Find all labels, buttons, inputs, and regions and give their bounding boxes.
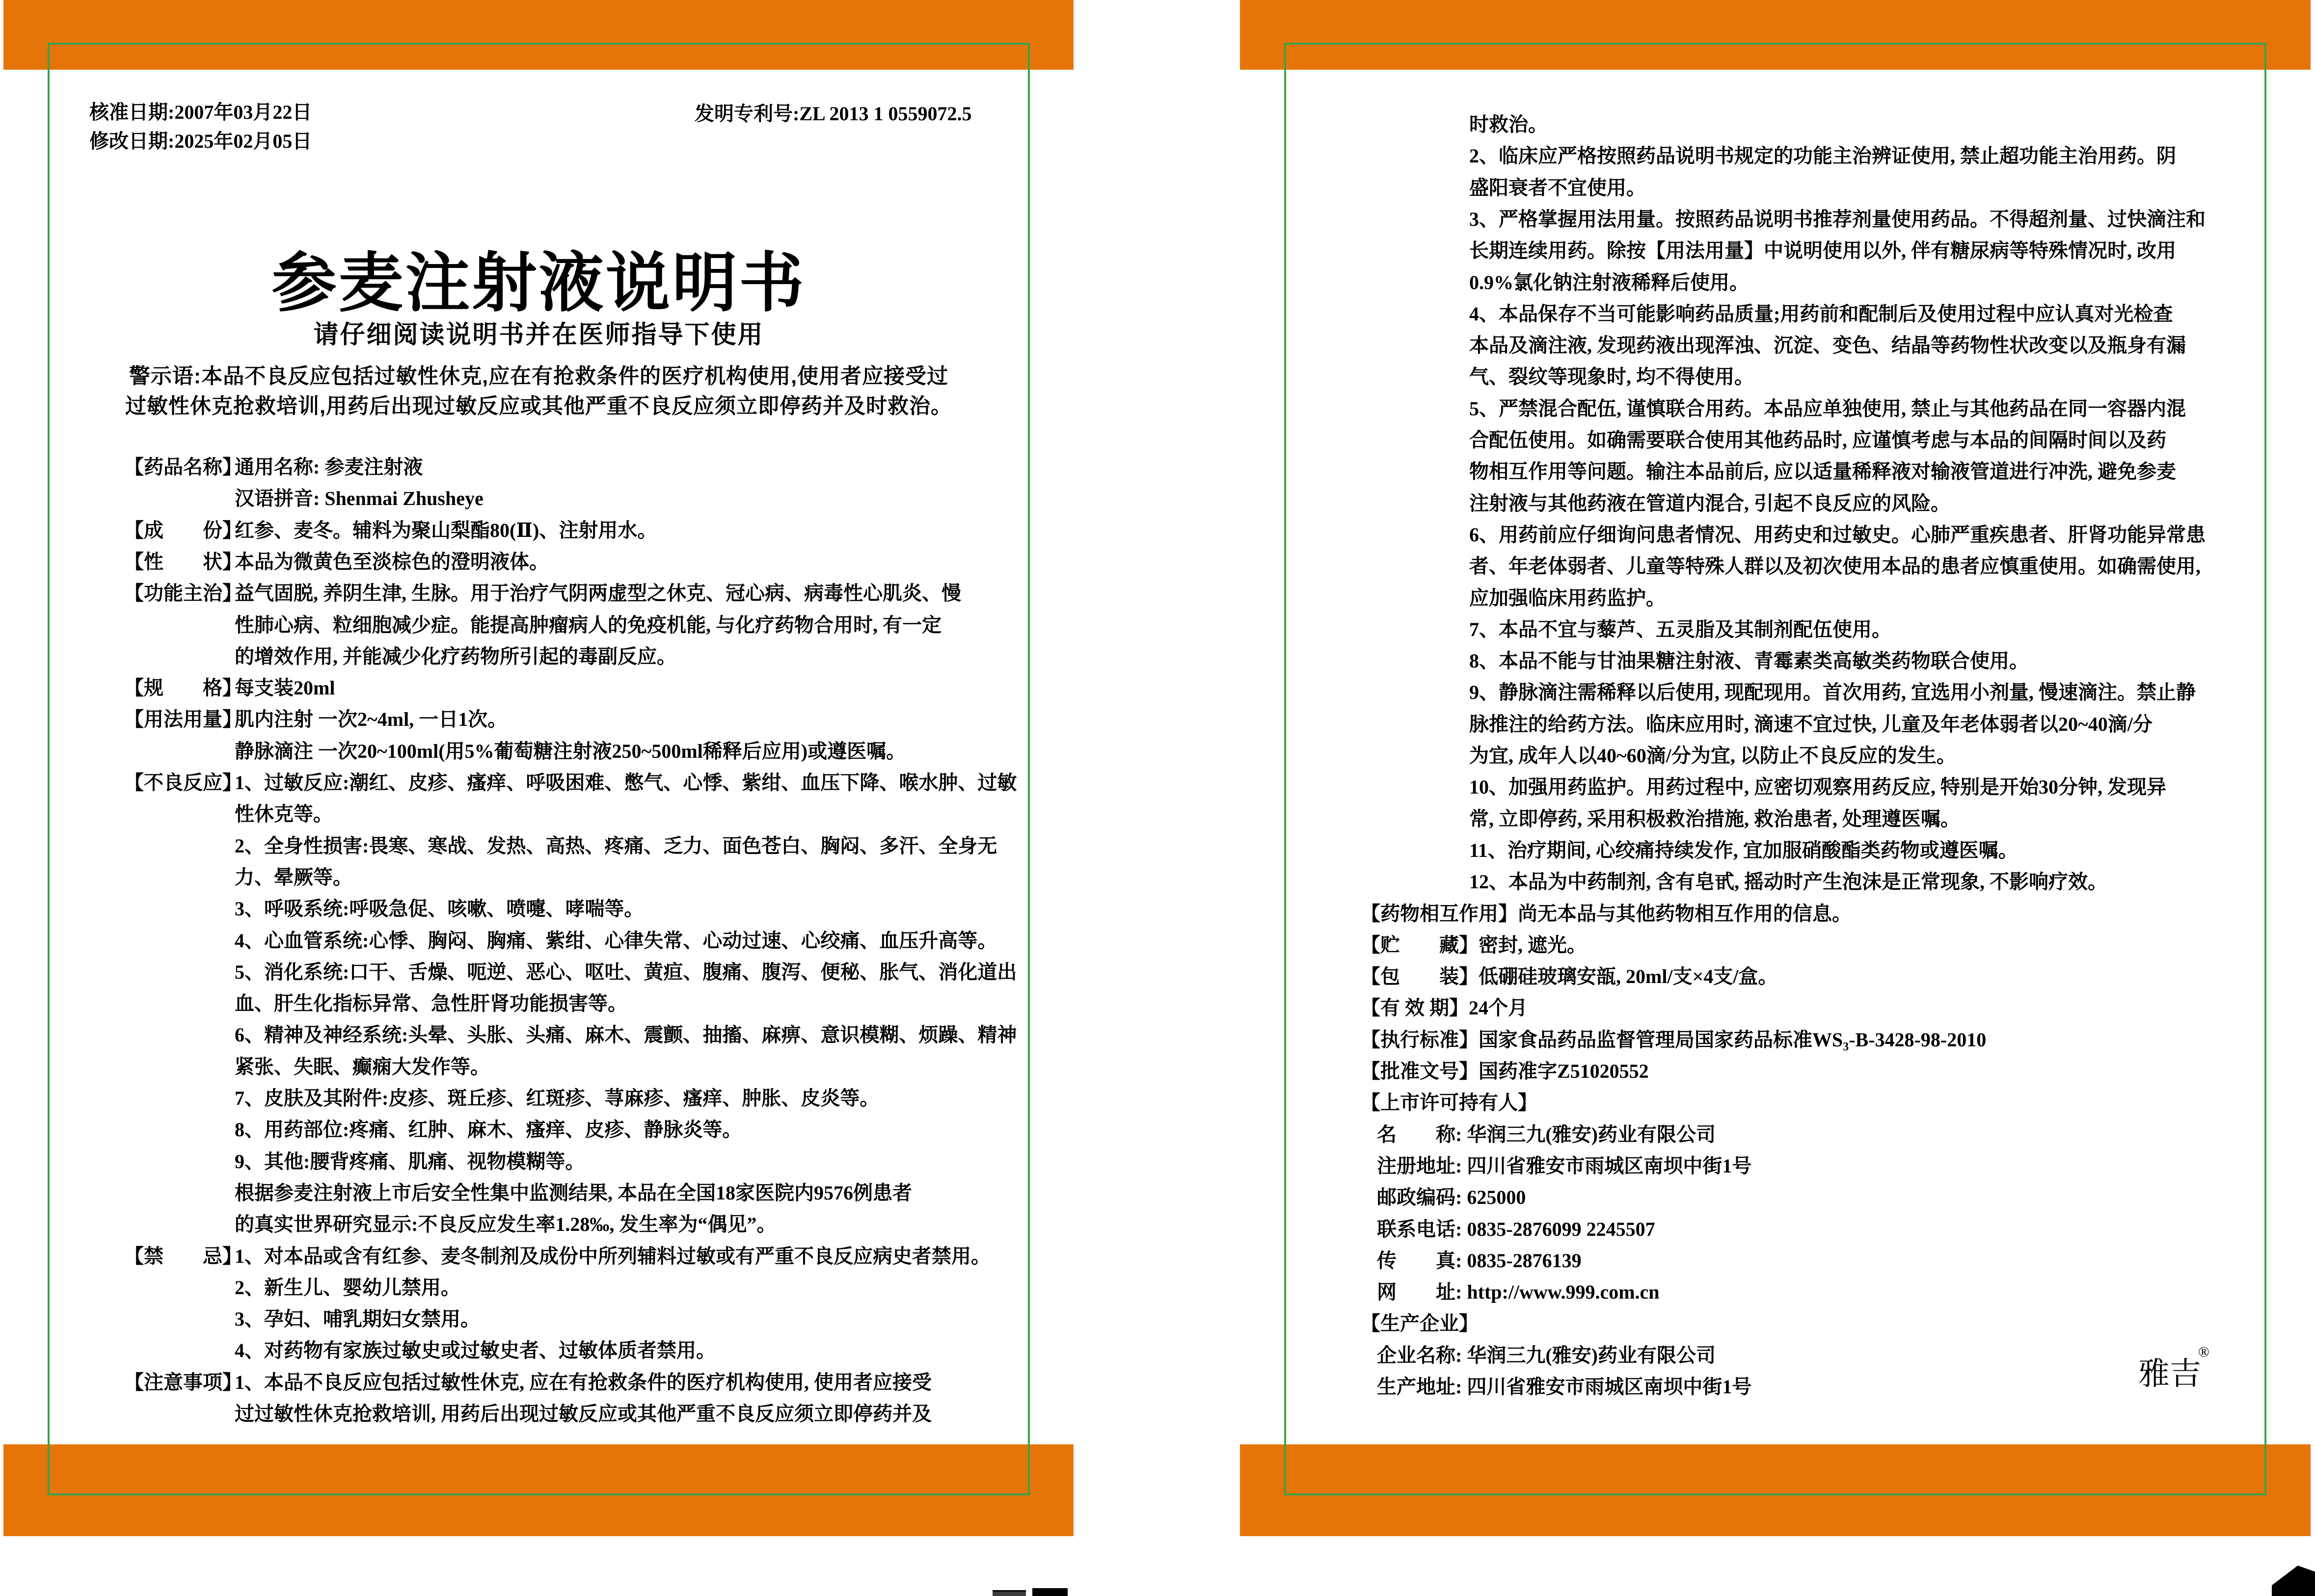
- line-text: 应加强临床用药监护。: [1469, 587, 1666, 609]
- brand-logo: 雅吉: [2138, 1357, 2201, 1391]
- line-text: 【生产企业】: [1361, 1312, 1479, 1334]
- line-text: 静脉滴注 一次20~100ml(用5%葡萄糖注射液250~500ml稀释后应用)或遵医嘱。: [235, 740, 906, 762]
- line-text: 名 称: 华润三九(雅安)药业有限公司: [1377, 1123, 1716, 1145]
- warning-line-1: 警示语:本品不良反应包括过敏性休克,应在有抢救条件的医疗机构使用,使用者应接受过: [129, 365, 949, 388]
- section-label: 【用法用量】: [124, 708, 242, 730]
- text-line: [0, 140, 2315, 166]
- text-line: [0, 488, 2315, 513]
- text-line: [0, 1277, 2315, 1302]
- text-line: [0, 235, 2315, 261]
- line-text: 1、本品不良反应包括过敏性休克, 应在有抢救条件的医疗机构使用, 使用者应接受: [235, 1371, 932, 1393]
- line-text: 根据参麦注射液上市后安全性集中监测结果, 本品在全国18家医院内9576例患者: [235, 1182, 912, 1204]
- line-text: 本品及滴注液, 发现药液出现浑浊、沉淀、变色、结晶等药物性状改变以及瓶身有漏: [1469, 334, 2186, 356]
- section-label: 【禁 忌】: [124, 1245, 242, 1267]
- line-text: 联系电话: 0835-2876099 2245507: [1377, 1218, 1655, 1240]
- document-subtitle: 请仔细阅读说明书并在医师指导下使用: [313, 320, 764, 348]
- warning-line-2: 过敏性休克抢救培训,用药后出现过敏反应或其他严重不良反应须立即停药并及时救治。: [125, 395, 952, 418]
- line-text: 2、全身性损害:畏寒、寒战、发热、高热、疼痛、乏力、面色苍白、胸闷、多汗、全身无: [235, 835, 997, 857]
- line-text: 8、用药部位:疼痛、红肿、麻木、瘙痒、皮疹、静脉炎等。: [235, 1118, 742, 1141]
- line-text: 合配伍使用。如确需要联合使用其他药品时, 应谨慎考虑与本品的间隔时间以及药: [1469, 429, 2166, 451]
- registered-trademark-icon: ®: [2198, 1344, 2209, 1360]
- document-title: 参麦注射液说明书: [271, 247, 806, 319]
- line-text: 血、肝生化指标异常、急性肝肾功能损害等。: [235, 992, 627, 1014]
- line-text: 企业名称: 华润三九(雅安)药业有限公司: [1377, 1344, 1716, 1366]
- section-label: 【不良反应】: [124, 771, 242, 794]
- text-line: [0, 645, 2315, 671]
- text-line: [0, 835, 2315, 860]
- line-text: 4、本品保存不当可能影响药品质量;用药前和配制后及使用过程中应认真对光检查: [1469, 303, 2173, 325]
- line-text: 3、严格掌握用法用量。按照药品说明书推荐剂量使用药品。不得超剂量、过快滴注和: [1469, 208, 2206, 230]
- line-text: 紧张、失眠、癫痫大发作等。: [235, 1056, 490, 1078]
- text-line: [0, 456, 2315, 481]
- text-line: [0, 1056, 2315, 1081]
- section-label: 【性 状】: [124, 551, 242, 573]
- line-text: 6、用药前应仔细询问患者情况、用药史和过敏史。心肺严重疾患者、肝肾功能异常患: [1469, 524, 2206, 546]
- text-line: [0, 330, 2315, 355]
- line-text: 2、新生儿、婴幼儿禁用。: [235, 1277, 460, 1299]
- text-line: [0, 930, 2315, 955]
- text-line: [0, 393, 2315, 419]
- text-line: [0, 425, 2315, 450]
- line-text: 9、其他:腰背疼痛、肌痛、视物模糊等。: [235, 1150, 585, 1172]
- revision-date: 修改日期:2025年02月05日: [89, 130, 312, 152]
- cutoff-mark-center-1: [993, 1590, 1026, 1596]
- approval-date: 核准日期:2007年03月22日: [89, 101, 312, 123]
- text-line: [0, 1150, 2315, 1176]
- line-text: 9、静脉滴注需稀释以后使用, 现配现用。首次用药, 宜选用小剂量, 慢速滴注。禁止静: [1469, 681, 2196, 703]
- text-line: [0, 583, 2315, 608]
- line-text: 生产地址: 四川省雅安市雨城区南坝中街1号: [1377, 1376, 1752, 1398]
- line-text: 3、孕妇、哺乳期妇女禁用。: [235, 1308, 480, 1330]
- line-text: 长期连续用药。除按【用法用量】中说明使用以外, 伴有糖尿病等特殊情况时, 改用: [1469, 239, 2176, 262]
- line-text: 本品为微黄色至淡棕色的澄明液体。: [235, 551, 549, 573]
- text-line: [0, 109, 2315, 134]
- line-text: 时救治。: [1469, 113, 1548, 135]
- text-line: [0, 551, 2315, 576]
- line-text: 【上市许可持有人】: [1361, 1091, 1537, 1114]
- line-text: 盛阳衰者不宜使用。: [1469, 177, 1646, 199]
- line-text: 【执行标准】国家食品药品监督管理局国家药品标准WS₃-B-3428-98-2010: [1361, 1029, 1987, 1051]
- text-line: [0, 1119, 2315, 1144]
- line-text: 过过敏性休克抢救培训, 用药后出现过敏反应或其他严重不良反应须立即停药并及: [235, 1403, 932, 1425]
- line-text: 汉语拼音: Shenmai Zhusheye: [235, 487, 484, 509]
- line-text: 性休克等。: [235, 803, 333, 825]
- text-line: [0, 992, 2315, 1018]
- line-text: 者、年老体弱者、儿童等特殊人群以及初次使用本品的患者应慎重使用。如确需使用,: [1469, 555, 2201, 577]
- line-text: 通用名称: 参麦注射液: [235, 456, 423, 478]
- line-text: 【批准文号】国药准字Z51020552: [1361, 1060, 1649, 1082]
- text-line: [0, 614, 2315, 639]
- cutoff-mark-center-2: [1032, 1588, 1068, 1596]
- line-text: 为宜, 成年人以40~60滴/分为宜, 以防止不良反应的发生。: [1469, 745, 1956, 767]
- text-line: [0, 267, 2315, 293]
- line-text: 4、心血管系统:心悸、胸闷、胸痛、紫绀、心律失常、心动过速、心绞痛、血压升高等。: [235, 930, 997, 952]
- line-text: 5、严禁混合配伍, 谨慎联合用药。本品应单独使用, 禁止与其他药品在同一容器内混: [1469, 398, 2186, 420]
- line-text: 的真实世界研究显示:不良反应发生率1.28‰, 发生率为“偶见”。: [235, 1213, 777, 1235]
- text-line: [0, 677, 2315, 702]
- line-text: 11、治疗期间, 心绞痛持续发作, 宜加服硝酸酯类药物或遵医嘱。: [1469, 839, 2018, 861]
- text-line: [0, 519, 2315, 545]
- line-text: 的增效作用, 并能减少化疗药物所引起的毒副反应。: [235, 645, 676, 667]
- line-text: 1、过敏反应:潮红、皮疹、瘙痒、呼吸困难、憋气、心悸、紫绀、血压下降、喉水肿、过敏: [235, 771, 1017, 794]
- text-line: [0, 709, 2315, 734]
- line-text: 红参、麦冬。辅料为聚山梨酯80(Ⅱ)、注射用水。: [235, 519, 657, 541]
- line-text: 【药物相互作用】尚无本品与其他药物相互作用的信息。: [1361, 903, 1852, 925]
- text-line: [0, 1398, 2315, 1424]
- line-text: 【贮 藏】密封, 遮光。: [1361, 934, 1587, 956]
- text-line: [0, 1308, 2315, 1333]
- line-text: 7、本品不宜与藜芦、五灵脂及其制剂配伍使用。: [1469, 618, 1891, 640]
- line-text: 物相互作用等问题。输注本品前后, 应以适量稀释液对输液管道进行冲洗, 避免参麦: [1469, 460, 2176, 482]
- line-text: 0.9%氯化钠注射液稀释后使用。: [1469, 271, 1749, 293]
- section-label: 【规 格】: [124, 677, 242, 699]
- text-line: [0, 361, 2315, 387]
- cutoff-mark-right-corner: [2272, 1566, 2315, 1596]
- text-line: [0, 803, 2315, 829]
- text-line: [0, 1371, 2315, 1397]
- line-text: 7、皮肤及其附件:皮疹、斑丘疹、红斑疹、荨麻疹、瘙痒、肿胀、皮炎等。: [235, 1087, 880, 1109]
- line-text: 3、呼吸系统:呼吸急促、咳嗽、喷嚏、哮喘等。: [235, 898, 644, 920]
- line-text: 网 址: http://www.999.com.cn: [1377, 1281, 1660, 1303]
- line-text: 2、临床应严格按照药品说明书规定的功能主治辨证使用, 禁止超功能主治用药。阴: [1469, 145, 2176, 167]
- line-text: 性肺心病、粒细胞减少症。能提高肿瘤病人的免疫机能, 与化疗药物合用时, 有一定: [235, 614, 942, 636]
- text-line: [0, 740, 2315, 766]
- text-line: [0, 1182, 2315, 1207]
- line-text: 10、加强用药监护。用药过程中, 应密切观察用药反应, 特别是开始30分钟, 发现异: [1469, 776, 2166, 798]
- line-text: 6、精神及神经系统:头晕、头胀、头痛、麻木、震颤、抽搐、麻痹、意识模糊、烦躁、精神: [235, 1024, 1017, 1046]
- line-text: 传 真: 0835-2876139: [1377, 1250, 1582, 1272]
- line-text: 每支装20ml: [235, 677, 335, 699]
- line-text: 12、本品为中药制剂, 含有皂甙, 摇动时产生泡沫是正常现象, 不影响疗效。: [1469, 871, 2107, 893]
- line-text: 1、对本品或含有红参、麦冬制剂及成份中所列辅料过敏或有严重不良反应病史者禁用。: [235, 1245, 991, 1267]
- section-label: 【注意事项】: [124, 1371, 242, 1393]
- section-label: 【药品名称】: [124, 456, 242, 478]
- text-line: [0, 1024, 2315, 1050]
- line-text: 【有 效 期】24个月: [1361, 997, 1528, 1019]
- line-text: 益气固脱, 养阴生津, 生脉。用于治疗气阴两虚型之休克、冠心病、病毒性心肌炎、慢: [235, 582, 961, 604]
- line-text: 注册地址: 四川省雅安市雨城区南坝中街1号: [1377, 1155, 1752, 1177]
- text-line: [0, 961, 2315, 986]
- line-text: 力、晕厥等。: [235, 866, 352, 888]
- text-line: [0, 771, 2315, 797]
- line-text: 4、对药物有家族过敏史或过敏史者、过敏体质者禁用。: [235, 1339, 716, 1361]
- text-line: [0, 204, 2315, 229]
- text-line: [0, 898, 2315, 924]
- text-line: [0, 172, 2315, 198]
- line-text: 气、裂纹等现象时, 均不得使用。: [1469, 366, 1754, 388]
- text-line: [0, 1087, 2315, 1113]
- line-text: 常, 立即停药, 采用积极救治措施, 救治患者, 处理遵医嘱。: [1469, 808, 1960, 830]
- line-text: 【包 装】低硼硅玻璃安瓿, 20ml/支×4支/盒。: [1361, 965, 1778, 987]
- text-line: [0, 866, 2315, 892]
- line-text: 注射液与其他药液在管道内混合, 引起不良反应的风险。: [1469, 492, 1950, 514]
- line-text: 脉推注的给药方法。临床应用时, 滴速不宜过快, 儿童及年老体弱者以20~40滴/分: [1469, 713, 2153, 735]
- text-line: [0, 1245, 2315, 1271]
- patent-number: 发明专利号:ZL 2013 1 0559072.5: [695, 103, 972, 125]
- section-label: 【功能主治】: [124, 582, 242, 604]
- section-label: 【成 份】: [124, 519, 242, 541]
- text-line: [0, 1214, 2315, 1239]
- text-line: [0, 298, 2315, 324]
- line-text: 5、消化系统:口干、舌燥、呃逆、恶心、呕吐、黄疸、腹痛、腹泻、便秘、胀气、消化道出: [235, 961, 1017, 983]
- line-text: 肌内注射 一次2~4ml, 一日1次。: [235, 708, 508, 730]
- line-text: 邮政编码: 625000: [1377, 1186, 1526, 1208]
- text-line: [0, 1340, 2315, 1365]
- line-text: 8、本品不能与甘油果糖注射液、青霉素类高敏类药物联合使用。: [1469, 650, 2029, 672]
